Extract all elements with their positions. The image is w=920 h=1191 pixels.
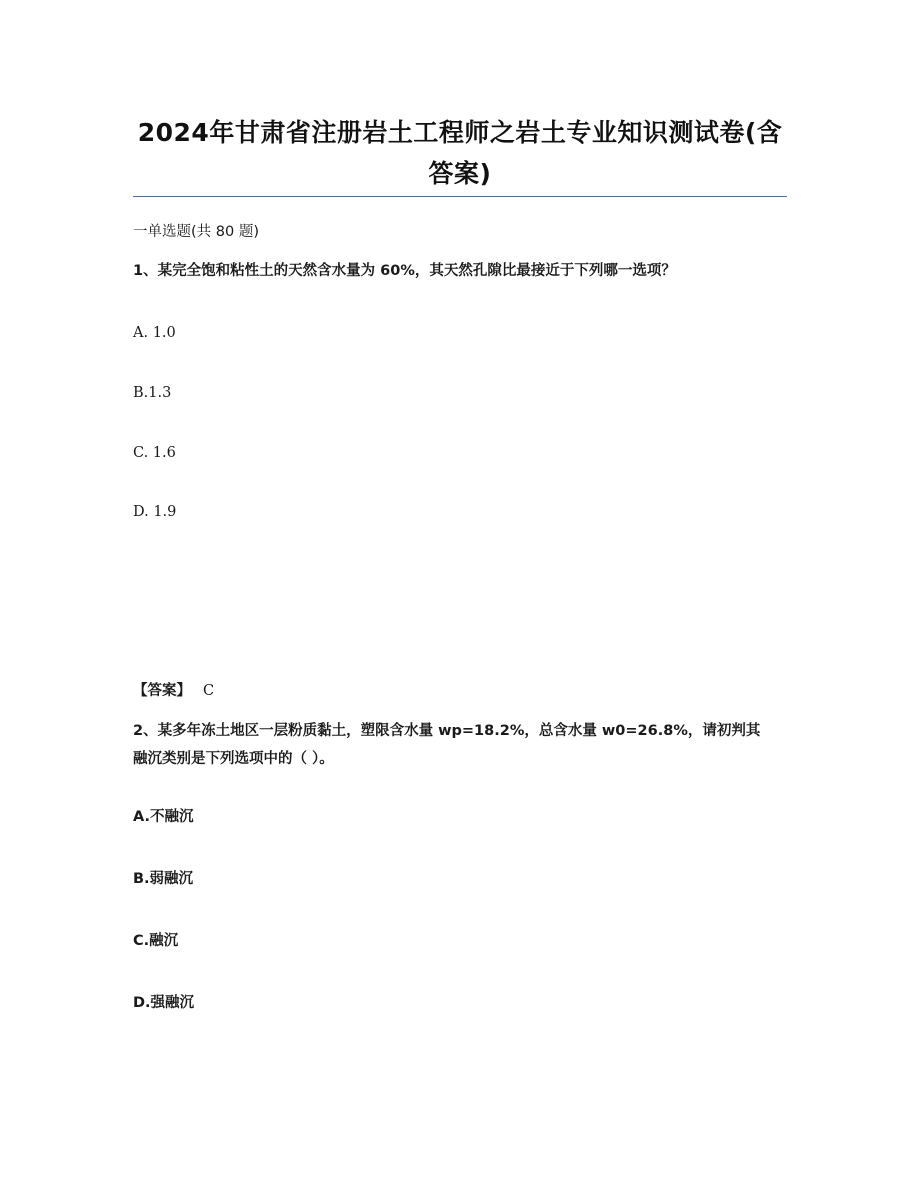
question-1-answer: [133, 681, 214, 701]
answer-label: 【答案】: [133, 683, 191, 699]
page-title: 2024年甘肃省注册岩土工程师之岩土专业知识测试卷(含答案): [137, 118, 783, 188]
question-1-option-a: A. 1.0: [133, 325, 176, 341]
question-1-option-b: B.1.3: [133, 385, 172, 401]
question-2-option-b: B.弱融沉: [133, 871, 194, 887]
question-2-option-a: A.不融沉: [133, 809, 194, 825]
question-1-option-c: C. 1.6: [133, 445, 176, 461]
question-2-option-c: C.融沉: [133, 933, 179, 949]
title-divider: [133, 196, 787, 197]
answer-value: C: [203, 683, 215, 699]
question-1-option-d: D. 1.9: [133, 504, 177, 520]
question-1-text: 1、某完全饱和粘性土的天然含水量为 60%，其天然孔隙比最接近于下列哪一选项？: [133, 263, 676, 279]
section-heading: 一单选题(共 80 题): [133, 224, 259, 240]
question-2-option-d: D.强融沉: [133, 995, 195, 1011]
question-2-text: 2、某多年冻土地区一层粉质黏土，塑限含水量 wp=18.2%，总含水量 w0=26.8%，请初判其融沉类别是下列选项中的（ ）。: [133, 723, 761, 767]
